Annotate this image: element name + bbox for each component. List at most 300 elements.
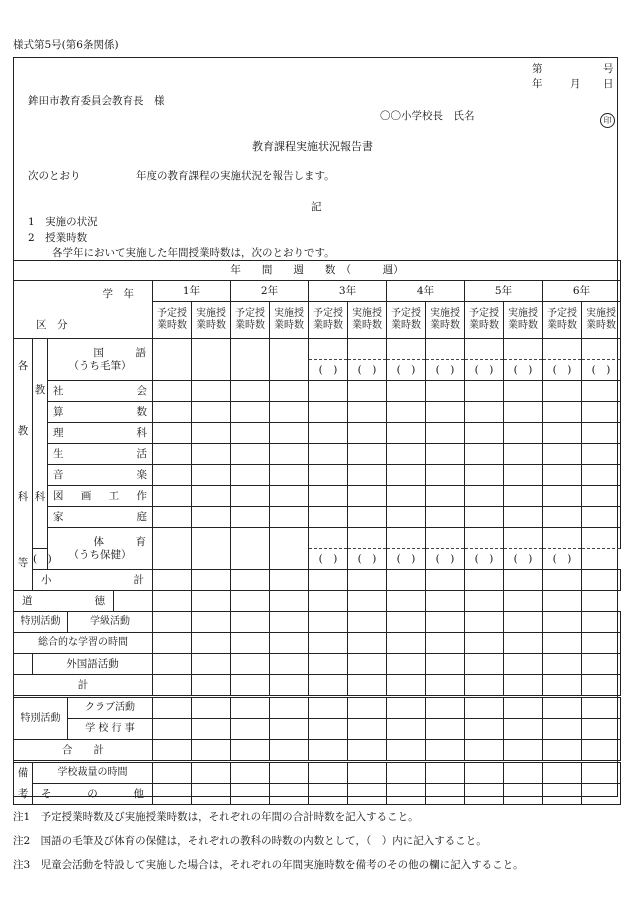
data-cell[interactable] [348,570,387,591]
data-cell[interactable] [387,633,426,654]
data-cell[interactable] [309,633,348,654]
paren-cell[interactable] [387,549,426,570]
paren-cell[interactable] [582,360,621,381]
data-cell[interactable] [309,465,348,486]
data-cell[interactable] [543,423,582,444]
data-cell[interactable] [309,591,348,612]
data-cell[interactable] [270,719,309,740]
data-cell[interactable] [231,697,270,719]
subject-shakai [48,381,153,402]
data-cell[interactable] [192,784,231,805]
data-cell[interactable] [465,486,504,507]
data-cell[interactable] [582,697,621,719]
data-cell[interactable] [426,784,465,805]
paren-cell[interactable] [504,360,543,381]
data-cell[interactable] [426,381,465,402]
subject-label [48,448,152,460]
data-cell[interactable] [504,423,543,444]
data-cell[interactable] [309,507,348,528]
data-cell[interactable] [231,762,270,784]
subject-char: 画 [80,489,92,502]
data-cell[interactable] [348,423,387,444]
data-cell[interactable] [153,465,192,486]
data-cell[interactable] [465,719,504,740]
data-cell[interactable] [231,570,270,591]
data-cell[interactable] [543,444,582,465]
header-line: 実施授 [274,308,304,319]
header-line: 業時数 [391,320,421,331]
data-cell[interactable] [582,762,621,784]
paren-cell[interactable] [348,549,387,570]
data-cell[interactable] [543,633,582,654]
data-cell[interactable] [192,402,231,423]
paren-cell[interactable] [33,549,52,570]
data-cell[interactable] [309,762,348,784]
data-cell[interactable] [153,697,192,719]
data-cell[interactable] [582,633,621,654]
data-cell[interactable] [270,528,309,570]
data-cell[interactable] [348,762,387,784]
data-cell[interactable] [309,486,348,507]
biko-char: 備 [17,766,29,779]
kakukyoka-char: 等 [17,557,29,570]
data-cell[interactable] [153,507,192,528]
paren-cell[interactable] [426,360,465,381]
header-line: 予定授 [157,308,187,319]
data-cell[interactable] [543,784,582,805]
data-cell[interactable] [504,507,543,528]
data-cell[interactable] [231,339,270,381]
actual-hours-header [426,302,465,339]
header-line: 予定授 [469,308,499,319]
data-cell[interactable] [426,444,465,465]
paren-placeholder: ( ) [513,363,533,376]
data-cell[interactable] [504,528,543,549]
data-cell[interactable] [153,654,192,675]
data-cell[interactable] [153,486,192,507]
header-corner [14,281,153,339]
data-cell[interactable] [582,784,621,805]
data-cell[interactable] [582,423,621,444]
data-cell[interactable] [309,570,348,591]
data-cell[interactable] [153,784,192,805]
data-cell[interactable] [465,697,504,719]
data-cell[interactable] [348,633,387,654]
data-cell[interactable] [270,740,309,762]
paren-cell[interactable] [504,549,543,570]
gokei-label: 合 計 [14,740,153,762]
paren-placeholder: ( ) [357,552,377,565]
header-line: 実施授 [508,308,538,319]
data-cell[interactable] [270,444,309,465]
data-cell[interactable] [231,402,270,423]
data-cell[interactable] [465,444,504,465]
data-cell[interactable] [504,465,543,486]
data-cell[interactable] [153,612,192,633]
paren-cell[interactable] [543,360,582,381]
data-cell[interactable] [387,444,426,465]
data-cell[interactable] [309,784,348,805]
data-cell[interactable] [582,570,621,591]
data-cell[interactable] [426,465,465,486]
subject-kokugo [48,339,153,381]
data-cell[interactable] [543,486,582,507]
data-cell[interactable] [348,465,387,486]
data-cell[interactable] [426,402,465,423]
data-cell[interactable] [543,402,582,423]
paren-placeholder: ( ) [591,363,611,376]
document-title: 教育課程実施状況報告書 [252,140,373,153]
data-cell[interactable] [504,719,543,740]
subject-sansu [48,402,153,423]
data-cell[interactable] [348,675,387,697]
data-cell[interactable] [504,697,543,719]
data-cell[interactable] [504,486,543,507]
data-cell[interactable] [153,675,192,697]
header-line: 予定授 [391,308,421,319]
paren-cell[interactable] [465,360,504,381]
data-cell[interactable] [270,675,309,697]
data-cell[interactable] [465,654,504,675]
data-cell[interactable] [153,719,192,740]
grade-header: 1年 [153,281,231,302]
data-cell[interactable] [309,402,348,423]
data-cell[interactable] [192,740,231,762]
data-cell[interactable] [348,591,387,612]
data-cell[interactable] [309,423,348,444]
header-line: 業時数 [430,320,460,331]
seal-icon: 印 [600,113,615,128]
data-cell[interactable] [192,654,231,675]
data-cell[interactable] [465,465,504,486]
data-cell[interactable] [426,697,465,719]
kyoka-char: 科 [34,491,46,504]
data-cell[interactable] [231,444,270,465]
form-label: 様式第5号(第6条関係) [13,39,119,51]
data-cell[interactable] [387,740,426,762]
data-cell[interactable] [387,528,426,549]
data-cell[interactable] [504,612,543,633]
data-cell[interactable] [231,675,270,697]
data-cell[interactable] [426,612,465,633]
tokubetsu-katsudo-label: 特別活動 [14,697,68,740]
data-cell[interactable] [387,697,426,719]
data-cell[interactable] [348,486,387,507]
data-cell[interactable] [543,675,582,697]
data-cell[interactable] [348,654,387,675]
data-cell[interactable] [504,381,543,402]
data-cell[interactable] [465,675,504,697]
data-cell[interactable] [504,402,543,423]
data-cell[interactable] [543,591,582,612]
data-cell[interactable] [387,381,426,402]
header-line: 業時数 [157,320,187,331]
data-cell[interactable] [426,740,465,762]
data-cell[interactable] [270,381,309,402]
club-label: クラブ活動 [68,697,153,719]
data-cell[interactable] [543,507,582,528]
data-cell[interactable] [504,444,543,465]
data-cell[interactable] [348,381,387,402]
data-cell[interactable] [270,633,309,654]
data-cell[interactable] [192,381,231,402]
data-cell[interactable] [192,528,231,570]
data-cell[interactable] [231,612,270,633]
data-cell[interactable] [504,654,543,675]
data-cell[interactable] [309,612,348,633]
paren-cell[interactable] [309,549,348,570]
data-cell[interactable] [270,402,309,423]
data-cell[interactable] [582,465,621,486]
data-cell[interactable] [270,784,309,805]
data-cell[interactable] [465,528,504,549]
data-cell[interactable] [348,339,387,360]
data-cell[interactable] [387,570,426,591]
data-cell[interactable] [465,423,504,444]
data-cell[interactable] [465,612,504,633]
data-cell[interactable] [231,423,270,444]
data-cell[interactable] [153,402,192,423]
data-cell[interactable] [231,633,270,654]
data-cell[interactable] [387,339,426,360]
data-cell[interactable] [309,654,348,675]
data-cell[interactable] [270,570,309,591]
subject-katei [48,507,153,528]
data-cell[interactable] [543,570,582,591]
data-cell[interactable] [543,762,582,784]
data-cell[interactable] [192,591,231,612]
data-cell[interactable] [153,423,192,444]
data-cell[interactable] [270,762,309,784]
data-cell[interactable] [465,402,504,423]
data-cell[interactable] [270,654,309,675]
data-cell[interactable] [192,697,231,719]
data-cell[interactable] [465,507,504,528]
data-cell[interactable] [192,444,231,465]
data-cell[interactable] [504,784,543,805]
data-cell[interactable] [543,528,582,549]
data-cell[interactable] [387,507,426,528]
data-cell[interactable] [231,591,270,612]
data-cell[interactable] [231,465,270,486]
gakkyu-label: 学級活動 [68,612,153,633]
data-cell[interactable] [270,486,309,507]
data-cell[interactable] [465,762,504,784]
data-cell[interactable] [387,402,426,423]
data-cell[interactable] [192,633,231,654]
data-cell[interactable] [348,528,387,549]
data-cell[interactable] [582,675,621,697]
data-cell[interactable] [114,591,153,612]
data-cell[interactable] [543,719,582,740]
data-cell[interactable] [582,444,621,465]
data-cell[interactable] [582,507,621,528]
data-cell[interactable] [426,654,465,675]
data-cell[interactable] [348,697,387,719]
data-cell[interactable] [348,719,387,740]
data-cell[interactable] [348,402,387,423]
data-cell[interactable] [309,697,348,719]
data-cell[interactable] [153,570,192,591]
data-cell[interactable] [231,784,270,805]
data-cell[interactable] [582,654,621,675]
data-cell[interactable] [348,740,387,762]
data-cell[interactable] [387,465,426,486]
paren-cell[interactable] [465,549,504,570]
data-cell[interactable] [504,762,543,784]
data-cell[interactable] [387,719,426,740]
data-cell[interactable] [270,339,309,381]
data-cell[interactable] [387,762,426,784]
shokei-char: 計 [133,573,144,586]
data-cell[interactable] [270,591,309,612]
hoken-label: （うち保健） [68,548,132,561]
data-cell[interactable] [504,633,543,654]
data-cell[interactable] [582,339,621,360]
data-cell[interactable] [387,612,426,633]
data-cell[interactable] [504,591,543,612]
data-cell[interactable] [582,719,621,740]
data-cell[interactable] [309,339,348,360]
paren-placeholder: ( ) [318,363,338,376]
paren-cell[interactable] [309,360,348,381]
data-cell[interactable] [426,762,465,784]
data-cell[interactable] [465,570,504,591]
data-cell[interactable] [543,381,582,402]
data-cell[interactable] [270,465,309,486]
data-cell[interactable] [192,612,231,633]
data-cell[interactable] [465,381,504,402]
header-line: 予定授 [313,308,343,319]
data-cell[interactable] [153,633,192,654]
paren-cell[interactable] [348,360,387,381]
data-cell[interactable] [153,339,192,381]
data-cell[interactable] [192,486,231,507]
data-cell[interactable] [153,591,192,612]
data-cell[interactable] [582,402,621,423]
data-cell[interactable] [153,381,192,402]
data-cell[interactable] [270,697,309,719]
paren-cell[interactable] [543,549,582,570]
data-cell[interactable] [426,675,465,697]
data-cell[interactable] [426,486,465,507]
data-cell[interactable] [387,784,426,805]
data-cell[interactable] [582,740,621,762]
data-cell[interactable] [348,612,387,633]
header-line: 業時数 [547,320,577,331]
data-cell[interactable] [426,591,465,612]
data-cell[interactable] [465,633,504,654]
data-cell[interactable] [309,675,348,697]
data-cell[interactable] [426,423,465,444]
data-cell[interactable] [309,528,348,549]
data-cell[interactable] [153,762,192,784]
paren-cell[interactable] [387,360,426,381]
data-cell[interactable] [192,339,231,381]
data-cell[interactable] [582,381,621,402]
data-cell[interactable] [192,675,231,697]
data-cell[interactable] [582,612,621,633]
data-cell[interactable] [504,570,543,591]
data-cell[interactable] [309,381,348,402]
data-cell[interactable] [348,784,387,805]
paren-placeholder: ( ) [435,363,455,376]
data-cell[interactable] [348,444,387,465]
data-cell[interactable] [504,740,543,762]
data-cell[interactable] [192,507,231,528]
data-cell[interactable] [153,528,192,570]
data-cell[interactable] [543,740,582,762]
data-cell[interactable] [543,465,582,486]
data-cell[interactable] [153,740,192,762]
subject-char: 会 [136,384,147,397]
data-cell[interactable] [270,612,309,633]
data-cell[interactable] [348,507,387,528]
data-cell[interactable] [387,486,426,507]
data-cell[interactable] [426,528,465,549]
data-cell[interactable] [231,654,270,675]
section-2-desc: 各学年において実施した年間授業時数は，次のとおりです。 [52,247,335,259]
data-cell[interactable] [465,339,504,360]
data-cell[interactable] [153,444,192,465]
data-cell[interactable] [309,719,348,740]
data-cell[interactable] [504,339,543,360]
data-cell[interactable] [192,719,231,740]
data-cell[interactable] [192,762,231,784]
data-cell[interactable] [231,740,270,762]
data-cell[interactable] [465,591,504,612]
data-cell[interactable] [582,486,621,507]
data-cell[interactable] [192,570,231,591]
data-cell[interactable] [231,719,270,740]
sogo-label: 総合的な学習の時間 [14,633,153,654]
data-cell[interactable] [270,507,309,528]
data-cell[interactable] [192,465,231,486]
data-cell[interactable] [231,381,270,402]
grade-header: 2年 [231,281,309,302]
paren-cell[interactable] [426,549,465,570]
data-cell[interactable] [387,654,426,675]
data-cell[interactable] [231,507,270,528]
data-cell[interactable] [270,423,309,444]
data-cell[interactable] [426,339,465,360]
data-cell[interactable] [387,675,426,697]
data-cell[interactable] [582,528,621,549]
data-cell[interactable] [426,633,465,654]
data-cell[interactable] [231,528,270,570]
data-cell[interactable] [426,507,465,528]
header-line: 実施授 [586,308,616,319]
data-cell[interactable] [426,719,465,740]
data-cell[interactable] [543,339,582,360]
header-line: 業時数 [313,320,343,331]
data-cell[interactable] [465,740,504,762]
data-cell[interactable] [543,697,582,719]
data-cell[interactable] [309,444,348,465]
data-cell[interactable] [192,423,231,444]
data-cell[interactable] [426,570,465,591]
data-cell[interactable] [465,784,504,805]
data-cell[interactable] [231,486,270,507]
data-cell[interactable] [309,740,348,762]
data-cell[interactable] [387,591,426,612]
data-cell[interactable] [504,675,543,697]
paren-placeholder: ( ) [552,363,572,376]
data-cell[interactable] [387,423,426,444]
data-cell[interactable] [543,654,582,675]
note-2: 注2 国語の毛筆及び体育の保健は，それぞれの教科の時数の内数として，（ ）内に記入すること。 [13,835,487,847]
data-cell[interactable] [543,612,582,633]
